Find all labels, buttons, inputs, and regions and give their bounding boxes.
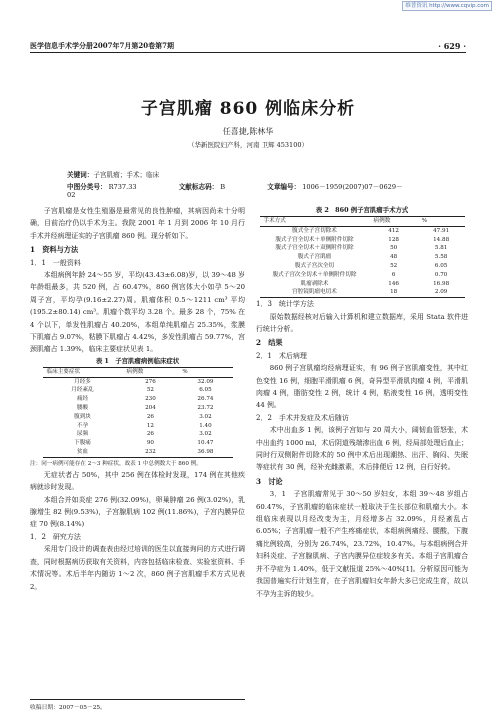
table-header: %: [418, 217, 465, 227]
subsection-heading: 1．3 统计学方法: [256, 300, 314, 309]
body-paragraph: 860 例子宫肌瘤均经病理证实，有 96 例子宫肌瘤变性，其中红色变性 16 例，细胞平滑肌瘤 6 例，奇异型平滑肌肉瘤 4 例，平滑肌肉瘤 4 例，脂肪变性 2 例，统计 4 例，粘液变性 16 例，透明变性 44 例。: [256, 364, 468, 410]
running-head: [30, 41, 466, 53]
table-row: 腹式子宫次全切 52 6.05: [294, 262, 448, 269]
left-column: [30, 205, 245, 593]
table-row: 不孕 12 1.40: [76, 422, 212, 429]
table-header: %: [178, 367, 232, 377]
keywords-label: 关键词：: [67, 171, 94, 179]
table-row: 月经紊乱 52 6.05: [71, 387, 212, 394]
subsection-heading: 2．2 手术并发症及术后随访: [256, 413, 349, 422]
table1-caption: 表 1 子宫肌瘤病例临床症状: [95, 356, 180, 365]
table-header: 病例数: [123, 367, 179, 377]
authors: 任喜捷,陈林华: [222, 127, 274, 136]
table-row: 肌瘤剥除术 146 16.98: [300, 280, 450, 287]
table1: [43, 367, 233, 458]
doc-code: 文献标志码： B: [178, 183, 226, 191]
affiliation: （华新医院妇产科，河南 卫辉 453100）: [188, 141, 308, 149]
table2: [260, 216, 465, 298]
watermark: 维普资讯 http://www.cqvip.com: [402, 1, 492, 11]
table-row: 下腹痛 90 10.47: [74, 440, 214, 447]
table-row: 月经多 276 32.09: [74, 378, 214, 385]
right-column: [256, 205, 468, 600]
journal-name: 医学信息手术学分册2007年7月第20卷第7期: [30, 41, 174, 50]
section-heading: 2 结果: [256, 338, 283, 348]
body-paragraph: 无症状者占 50%，其中 256 例在体检时发现，174 例在其他疾病就诊时发现。: [30, 470, 245, 492]
table-header: 手术方式: [260, 217, 370, 227]
table-row: 腹式子宫全切术＋双侧附件切除 50 5.81: [275, 245, 448, 252]
section-heading: 1 资料与方法: [30, 245, 79, 255]
table1-note: 注：同一病例可能存在 2～3 种症状，故表 1 中总例数大于 860 例。: [30, 460, 202, 467]
table-row: 腹式子宫肌瘤 48 5.58: [297, 254, 448, 261]
section-heading: 3 讨论: [256, 476, 283, 486]
received-date-footnote: 收稿日期：2007－05－25。: [30, 699, 245, 711]
clc-code: 中图分类号： R737.33: [67, 183, 137, 191]
keywords-text: 子宫肌瘤；手术；临床: [93, 171, 160, 179]
body-paragraph: 原始数据经核对后输入计算机和建立数据库，采用 Stata 软件进行统计分析。: [256, 312, 468, 333]
table-row: 腹到块 26 3.02: [74, 413, 212, 420]
subsection-heading: 1．1 一般资料: [30, 258, 81, 267]
table-row: 痛经 230 26.74: [76, 396, 214, 403]
table-header: 病例数: [370, 217, 418, 227]
keywords: [67, 169, 159, 179]
page-number: · 629 ·: [438, 41, 466, 51]
article-number: 文章编号： 1006－1959(2007)07－0629－02: [67, 183, 403, 199]
table-row: 腹式全子宫切除术 412 47.91: [292, 227, 450, 234]
table-row: 腰酸 204 23.72: [76, 405, 214, 412]
body-paragraph: 3．1 子宫肌瘤常见于 30～50 岁妇女，本组 39～48 岁组占 60.47%，子宫肌瘤的临床症状一般取决于生长部位和肌瘤大小。本组临床表现以月经改变为主，月经增多占 32.09%，月经紊乱占 6.05%；子宫肌瘤一般不产生疼痛症状，本组病例痛经、腰酸，下腹痛比例较高，分别为 26.74%，23.72%，10.47%。与本组病例合并妇科炎症、子宫腺肌病、子宫内膜异位症较多有关。本组子宫肌瘤合并不孕症为 1.40%，低于文献报道 25%～40%[1]。分析原因可能为我国普遍实行计划生育，在子宫肌瘤妇女年龄大多已完成生育，故以不孕为主诉的较少。: [256, 490, 468, 598]
table-row: 宫腔镜肌瘤电切术 18 2.09: [260, 288, 465, 297]
table-row: 贫血 232 36.98: [43, 448, 233, 457]
table2-caption: 表 2 860 例子宫肌瘤手术方式: [315, 206, 409, 214]
table-row: 腹式子宫次全切术＋单侧附件切除 6 0.70: [272, 271, 448, 278]
classification-line: [67, 181, 447, 199]
body-paragraph: 本组合并如炎症 276 例(32.09%)，卵巢肿瘤 26 例(3.02%)，乳腺增生 82 例(9.53%)，子宫腺肌病 102 例(11.86%)，子宫内膜异位症 70 例(8.14%): [30, 495, 245, 529]
body-paragraph: 术中出血多 1 例，该例子宫如与 20 周大小，阔韧血管怒张，术中出血约 1000 ml，术后阴道残端渗出血 6 例，经局部处理后血止；同时行双侧附件切除术的 50 例中术后出现潮热、出汗、胸闷、失眠等症状有 30 例，经补充雌激素，术后排便后 12 例，自行好转。: [256, 426, 468, 472]
body-paragraph: 采用专门设计的调查表由经过培训的医生以直接询问的方式进行调查，同时根据病历获取有关资料，内容包括临床检查、实验室资料、手术情况等。术后半年内随访 1～2 次，860 例子宫肌瘤手术方式见表 2。: [30, 545, 245, 591]
subsection-heading: 2．1 术后病理: [256, 351, 307, 360]
article-title: 子宫肌瘤 860 例临床分析: [140, 99, 356, 119]
subsection-heading: 1．2 研究方法: [30, 532, 81, 541]
table-row: 腹式子宫全切术＋单侧附件切除 128 14.88: [275, 236, 450, 243]
table-row: 尿频 26 3.02: [76, 431, 212, 438]
table-header: 临床主要症状: [43, 367, 123, 377]
intro-paragraph: 子宫肌瘤是女性生殖器是最常见的良性肿瘤，其病因尚未十分明确，目前治疗仍以手术为主。我院 2001 年 1 月到 2006 年 10 月行手术并经病理证实的子宫肌瘤 860 例。现分析如下。: [30, 207, 245, 240]
body-paragraph: 本组病例年龄 24～55 岁，平均(43.43±6.08)岁，以 39～48 岁年龄组最多，共 520 例，占 60.47%，860 例宫体大小如孕 5～20 周子宫，平均孕(9.16±2.27)周。肌瘤体积 0.5～1211 cm³ 平均(195.2±80.14) cm³。肌瘤个数平均 3.28 个。最多 28 个，75% 在 4 个以下，单发性肌瘤占 40.20%，本组单纯肌瘤占 25.35%，浆膜下肌瘤占 9.07%，粘膜下肌瘤占 4.42%，多发性肌瘤占 59.77%，宫颈肌瘤占 1.39%，临床主要症状见表 1。: [30, 271, 245, 354]
